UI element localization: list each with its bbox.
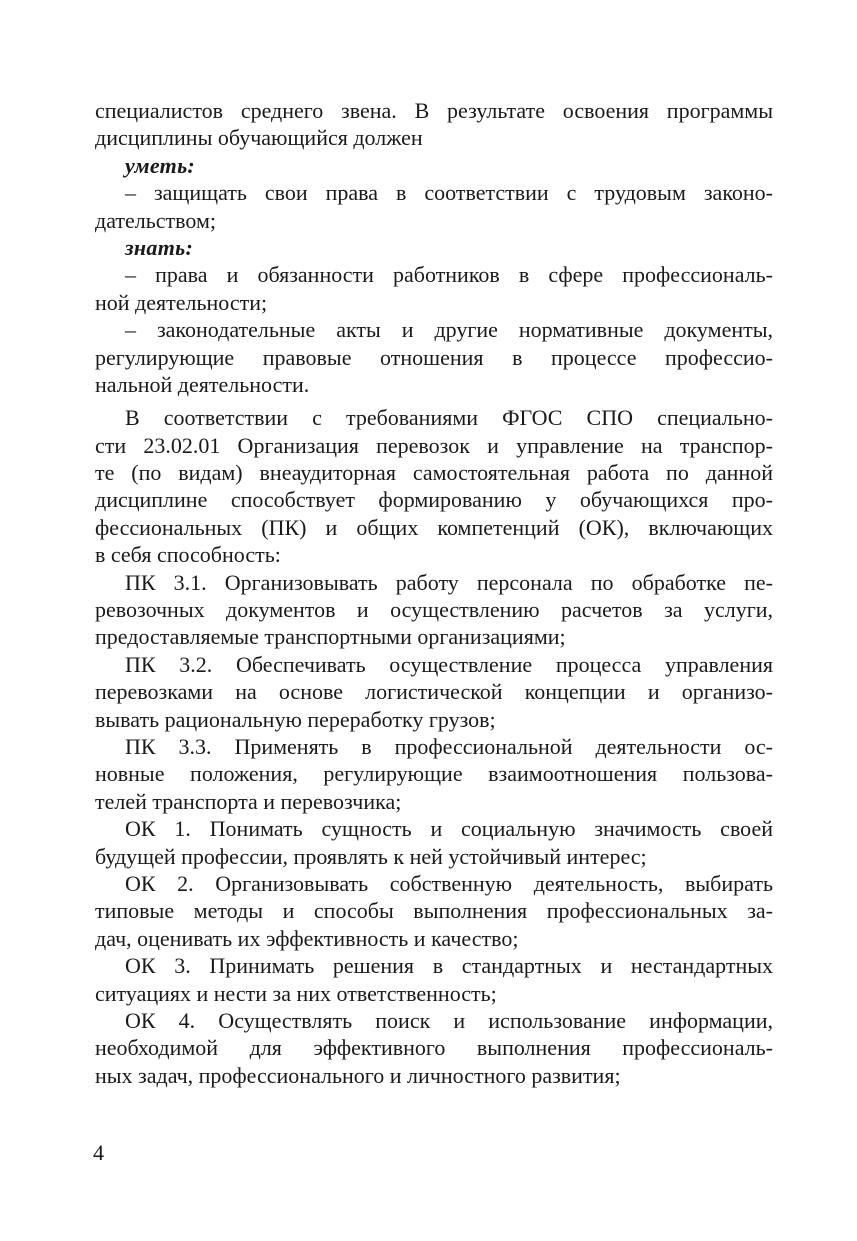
- text-line: необходимой для эффективного выполнения профессиональ-: [95, 1035, 773, 1061]
- text-line: перевозками на основе логистической концепции и организо-: [95, 679, 773, 705]
- text-line: ПК 3.2. Обеспечивать осуществление процесса управления: [125, 651, 773, 677]
- text-line: дисциплины обучающийся должен: [95, 125, 423, 151]
- text-line: предоставляемые транспортными организациями;: [95, 624, 566, 650]
- paragraph: [95, 870, 773, 952]
- paragraph: [95, 97, 773, 152]
- text-line: уметь:: [125, 152, 196, 178]
- page-number: 4: [93, 1140, 104, 1165]
- paragraph: [95, 179, 773, 234]
- text-line: В соответствии с требованиями ФГОС СПО специально-: [125, 405, 773, 431]
- text-line: ситуациях и нести за них ответственность;: [95, 980, 497, 1006]
- paragraph: [95, 815, 773, 870]
- text-line: дач, оценивать их эффективность и качество;: [95, 925, 519, 951]
- paragraph: [95, 316, 773, 398]
- text-line: ОК 3. Принимать решения в стандартных и нестандартных: [125, 953, 773, 979]
- text-line: сти 23.02.01 Организация перевозок и управление на транспор-: [95, 432, 773, 458]
- text-line: ПК 3.3. Применять в профессиональной деятельности ос-: [125, 733, 773, 759]
- text-line: фессиональных (ПК) и общих компетенций (ОК), включающих: [95, 514, 773, 540]
- paragraph: [95, 234, 773, 261]
- text-line: вывать рациональную переработку грузов;: [95, 706, 496, 732]
- text-line: – права и обязанности работников в сфере профессиональ-: [125, 262, 773, 288]
- text-line: телей транспорта и перевозчика;: [95, 788, 402, 814]
- text-line: нальной деятельности.: [95, 371, 310, 397]
- text-line: ных задач, профессионального и личностного развития;: [95, 1062, 621, 1088]
- text-line: ной деятельности;: [95, 289, 268, 315]
- paragraph: [95, 1007, 773, 1089]
- text-line: те (по видам) внеаудиторная самостоятельная работа по данной: [95, 460, 773, 486]
- text-line: типовые методы и способы выполнения профессиональных за-: [95, 898, 773, 924]
- text-line: ОК 4. Осуществлять поиск и использование информации,: [125, 1007, 773, 1033]
- text-line: знать:: [125, 234, 194, 260]
- text-line: – защищать свои права в соответствии с трудовым законо-: [125, 180, 773, 206]
- paragraph: [95, 651, 773, 733]
- text-line: будущей профессии, проявлять к ней устойчивый интерес;: [95, 843, 647, 869]
- paragraph: [95, 733, 773, 815]
- text-line: ревозочных документов и осуществлению расчетов за услуги,: [95, 597, 773, 623]
- text-block: [95, 97, 773, 1089]
- paragraph: [95, 261, 773, 316]
- text-line: новные положения, регулирующие взаимоотношения пользова-: [95, 761, 773, 787]
- paragraph: [95, 569, 773, 651]
- text-line: ПК 3.1. Организовывать работу персонала по обработке пе-: [125, 569, 773, 595]
- text-line: ОК 2. Организовывать собственную деятельность, выбирать: [125, 870, 773, 896]
- text-line: регулирующие правовые отношения в процессе профессио-: [95, 344, 773, 370]
- paragraph: [95, 152, 773, 179]
- text-line: в себя способность:: [95, 542, 281, 568]
- text-line: ОК 1. Понимать сущность и социальную значимость своей: [125, 816, 773, 842]
- text-line: дательством;: [95, 207, 217, 233]
- text-line: – законодательные акты и другие нормативные документы,: [125, 317, 773, 343]
- paragraph: [95, 952, 773, 1007]
- text-line: дисциплине способствует формированию у обучающихся про-: [95, 487, 773, 513]
- text-line: специалистов среднего звена. В результате освоения программы: [95, 98, 773, 123]
- paragraph: [95, 404, 773, 568]
